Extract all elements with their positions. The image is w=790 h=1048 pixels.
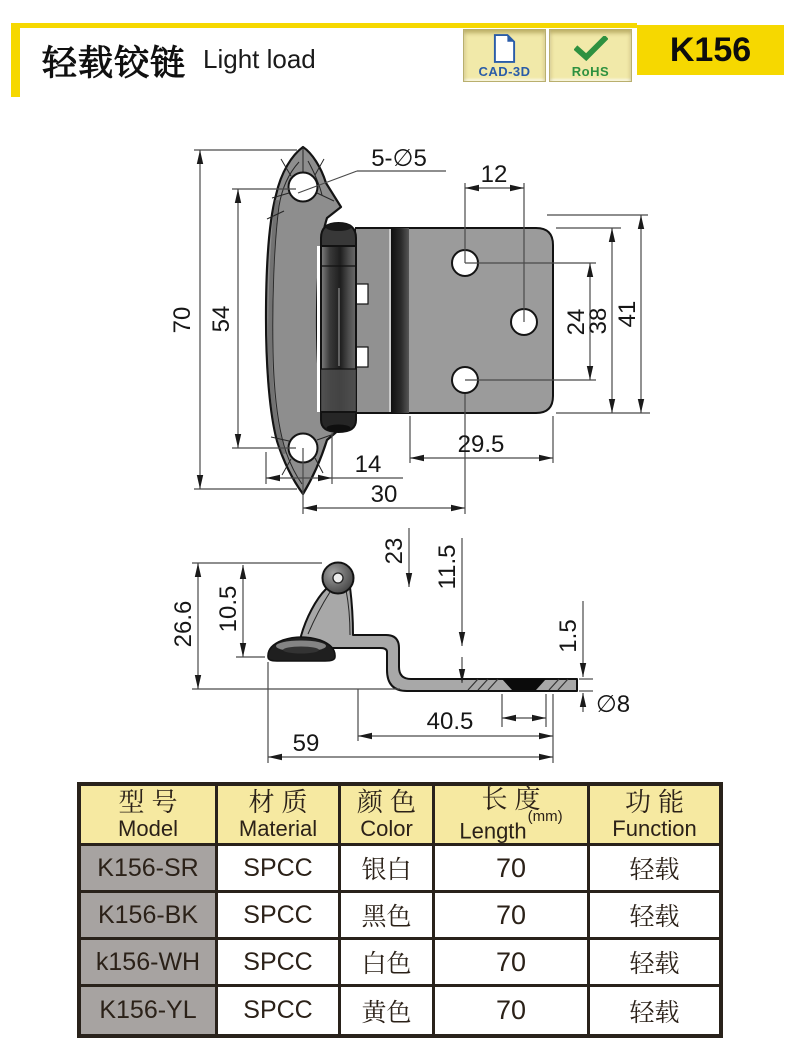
table-row-cell-function: 轻载 — [590, 893, 719, 940]
length-unit: (mm) — [527, 808, 563, 826]
dimension-label: 23 — [381, 537, 408, 565]
table-row-cell-material: SPCC — [218, 893, 341, 940]
dimension-label: 26.6 — [170, 600, 197, 648]
table-row-cell-color: 黄色 — [341, 987, 435, 1034]
hinge-pin — [319, 223, 357, 432]
col-header-length: 长度 Length$^{(mm)}$ — [435, 786, 590, 846]
dimension-label: 54 — [208, 305, 235, 333]
col-header-model: 型号 Model — [81, 786, 218, 846]
dimension-label: 11.5 — [434, 544, 461, 590]
table-row-cell-length: 70 — [435, 940, 590, 987]
dimension-label: ∅8 — [595, 691, 631, 718]
table-row-cell-color: 白色 — [341, 940, 435, 987]
table-row-cell-model: K156-YL — [81, 987, 218, 1034]
dimension-label: 10.5 — [215, 585, 242, 633]
rohs-badge-label: RoHS — [571, 64, 610, 79]
dimension-label: 12 — [480, 161, 508, 188]
dimension-label: 30 — [370, 481, 398, 508]
col-header-material: 材质 Material — [218, 786, 341, 846]
table-row-cell-function: 轻载 — [590, 940, 719, 987]
plate-bend-shadow — [391, 228, 409, 413]
table-row-cell-material: SPCC — [218, 987, 341, 1034]
dimension-label: 59 — [292, 730, 320, 757]
table-row-cell-model: K156-BK — [81, 893, 218, 940]
model-code: K156 — [669, 30, 752, 69]
table-row-cell-length: 70 — [435, 846, 590, 893]
col-header-color: 颜色 Color — [341, 786, 435, 846]
table-row-cell-color: 黑色 — [341, 893, 435, 940]
hinge-bracket-profile — [301, 587, 577, 691]
dimension-label: 40.5 — [426, 708, 474, 735]
dimension-label: 29.5 — [457, 431, 505, 458]
col-header-function: 功能 Function — [590, 786, 719, 846]
dimension-label: 5-∅5 — [371, 145, 427, 172]
page-title-en: Light load — [203, 44, 316, 74]
table-row-cell-material: SPCC — [218, 846, 341, 893]
table-row-cell-material: SPCC — [218, 940, 341, 987]
top-view-drawing — [169, 145, 650, 514]
page-title-zh: 轻载铰链 — [42, 44, 187, 83]
table-row-cell-model: k156-WH — [81, 940, 218, 987]
table-row-cell-length: 70 — [435, 893, 590, 940]
table-row-cell-model: K156-SR — [81, 846, 218, 893]
dimension-label: 70 — [169, 306, 196, 334]
table-row-cell-function: 轻载 — [590, 987, 719, 1034]
table-row-cell-color: 银白 — [341, 846, 435, 893]
spec-table — [77, 782, 723, 1038]
dimension-label: 14 — [354, 451, 382, 478]
dimension-label: 38 — [585, 307, 612, 335]
dimension-label: 24 — [563, 308, 590, 336]
table-row-cell-length: 70 — [435, 987, 590, 1034]
side-view-drawing — [170, 528, 630, 763]
dimension-label: 41 — [614, 300, 641, 328]
table-row-cell-function: 轻载 — [590, 846, 719, 893]
dimension-label: 1.5 — [555, 619, 582, 653]
cad-3d-badge-label: CAD-3D — [478, 64, 531, 79]
